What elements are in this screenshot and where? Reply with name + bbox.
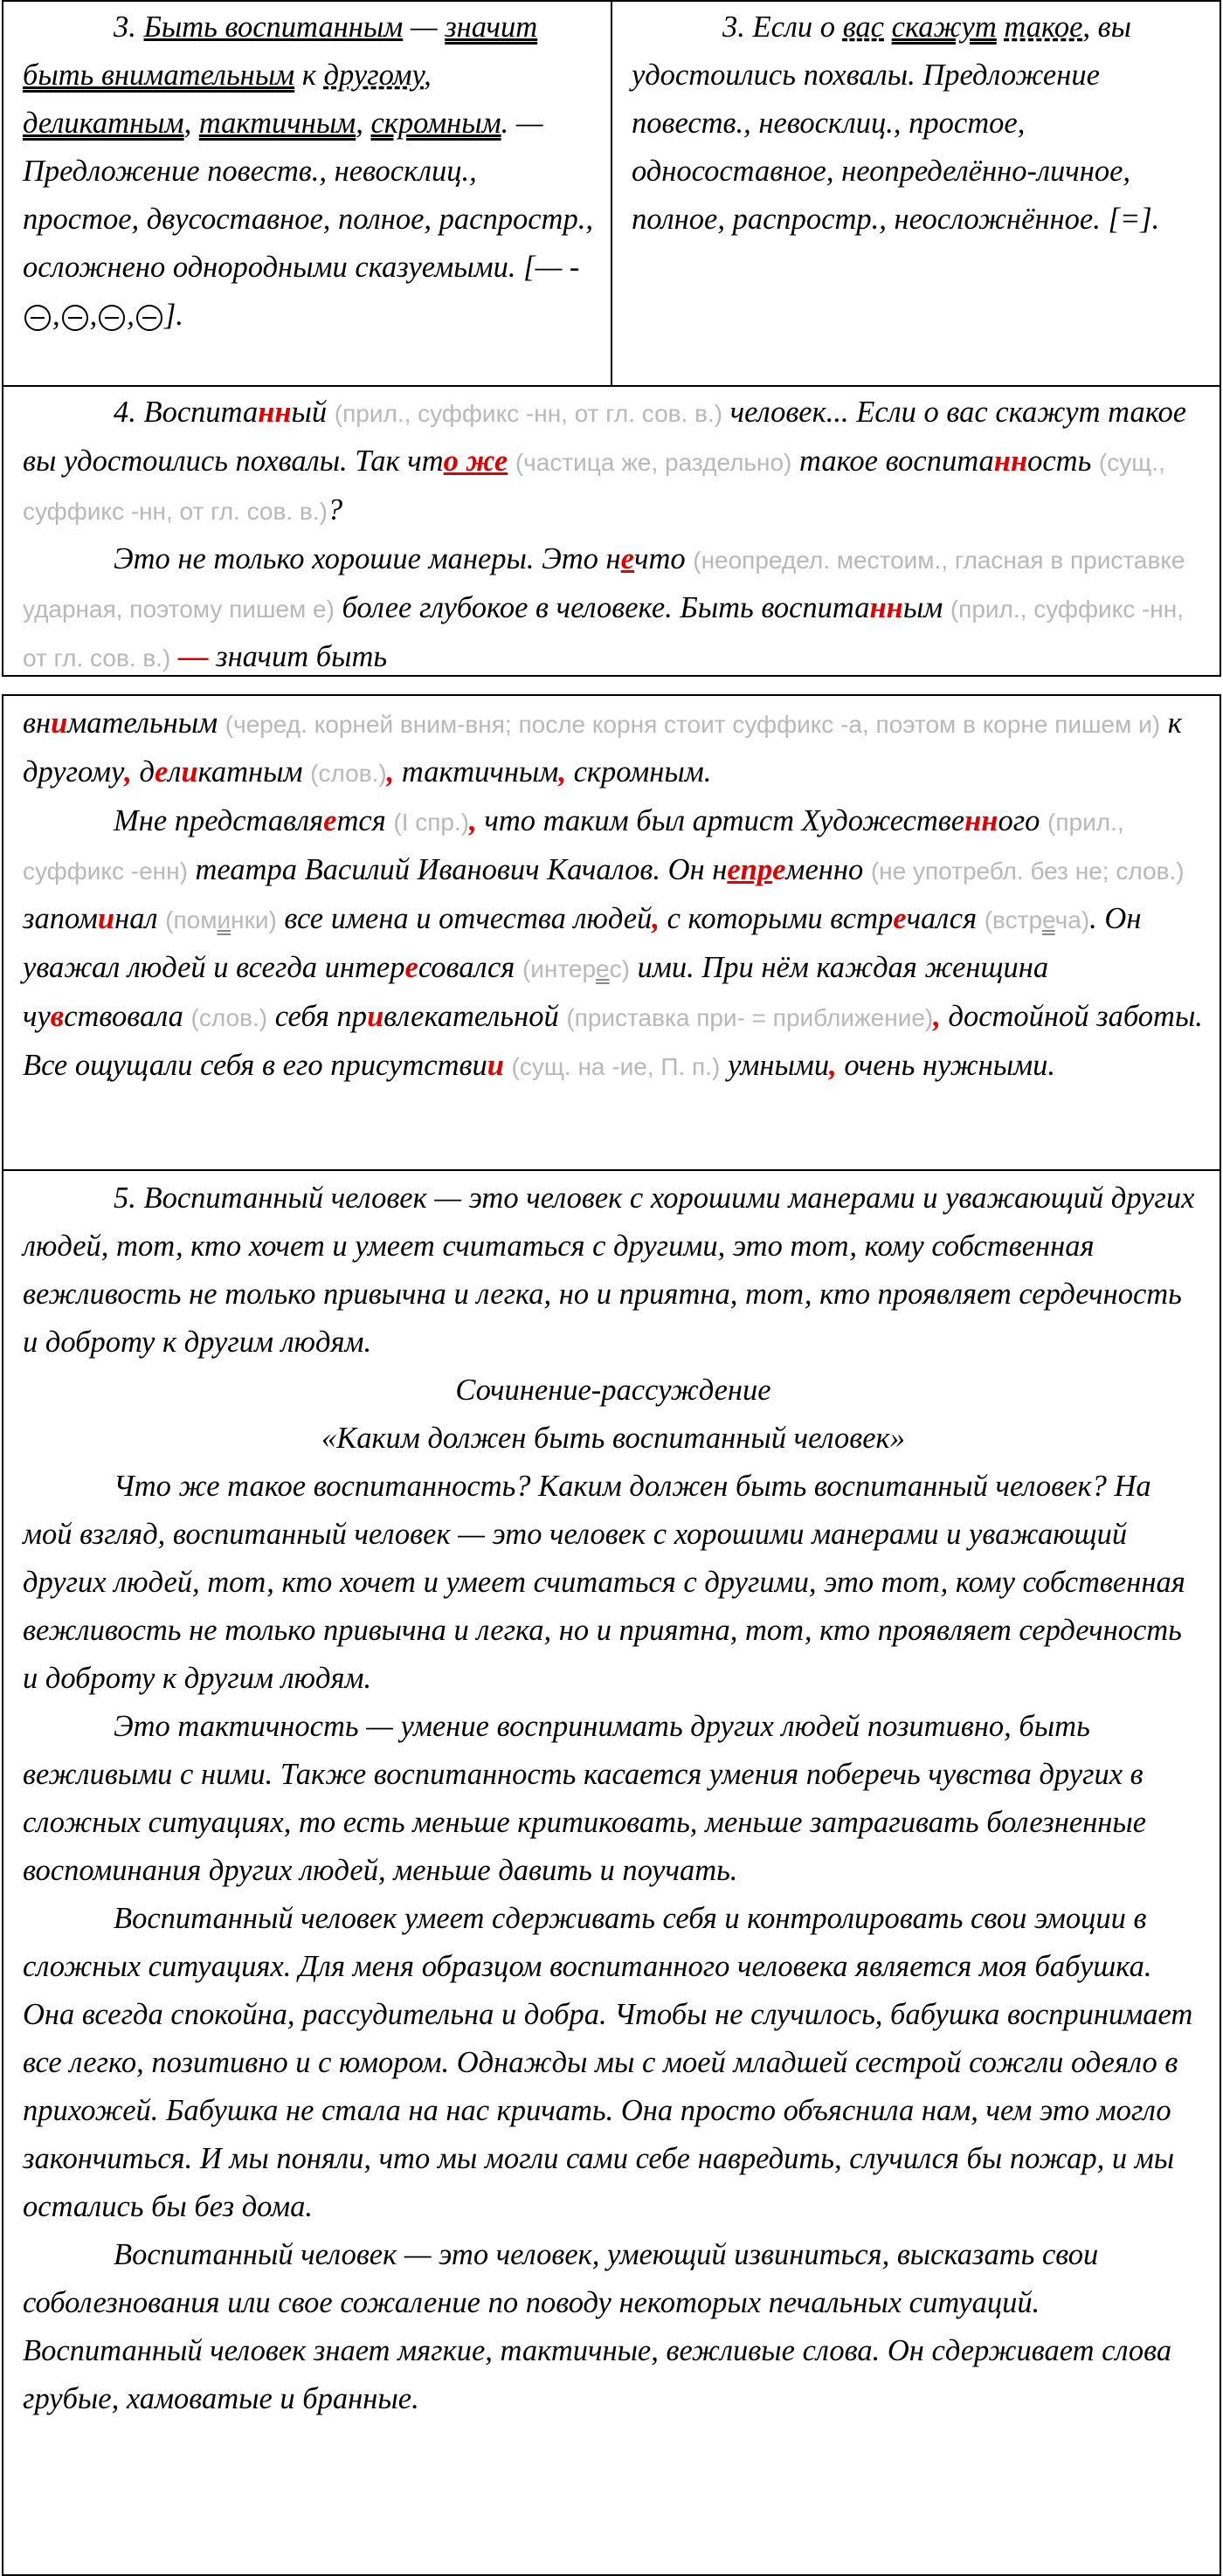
essay-paragraph: Что же такое воспитанность? Каким должен быть воспитанный человек? На мой взгляд, воспитанный человек — это человек с хорошими манерами и уважающий других людей, тот, кто хочет и умеет считаться с другими, это тот, кому собственная вежливость не только привычна и легка, но и приятна, тот, кто проявляет сердечность и доброту к другим людям. xyxy=(23,1470,1185,1695)
sentence-scheme: [— -, , , ]. xyxy=(23,251,579,332)
essay-paragraph: Воспитанный человек — это человек, умеющий извиниться, высказать свои соболезнования или свое сожаление по поводу некоторых печальных ситуаций. Воспитанный человек знает мягкие, тактичные, вежливые слова. Он сдерживает слова грубые, хамоватые и бранные. xyxy=(23,2238,1172,2415)
spelling-analysis-block-4-continued xyxy=(2,694,1221,1171)
analysis-table-row-3 xyxy=(2,0,1221,387)
right-cell-sentence-analysis xyxy=(612,2,1220,385)
essay-title: «Каким должен быть воспитанный человек» xyxy=(321,1422,905,1455)
essay-genre: Сочинение-рассуждение xyxy=(455,1374,771,1407)
right-cell-text: 3. Если о вас скажут такое, вы удостоились похвалы. Предложение повеств., невосклиц., простое, односоставное, неопределённо-личное, полное, распростр., неосложнённое. [=]. xyxy=(632,10,1160,236)
paragraph: 4. Воспитанный (прил., суффикс -нн, от гл. сов. в.) человек... Если о вас скажут такое вы удостоились похвалы. Так что же (частица же, раздельно) такое воспитанность (сущ., суффикс -нн, от гл. сов. в.)? xyxy=(23,396,1187,527)
left-cell-text: 3. Быть воспитанным — значит быть внимательным к другому, деликатным, тактичным, скромным. — Предложение повеств., невосклиц., простое, двусоставное, полное, распростр., осложнено однородными сказуемыми. [— -, , , ]. xyxy=(23,10,593,332)
spelling-analysis-block-4 xyxy=(2,385,1221,677)
paragraph: Мне представляется (I спр.), что таким был артист Художественного (прил., суффикс -енн) театра Василий Иванович Качалов. Он непременно (не употребл. без не; слов.) запоминал (поминки) все имена и отчества людей, с которыми встречался (встреча). Он уважал людей и всегда интересовался (интерес) ими. При нём каждая женщина чувствовала (слов.) себя привлекательной (приставка при- = приближение), достойной заботы. Все ощущали себя в его присутствии (сущ. на -ие, П. п.) умными, очень нужными. xyxy=(23,804,1203,1082)
homogeneous-predicate-circle-icon xyxy=(24,305,51,331)
essay-block-5 xyxy=(2,1169,1221,2576)
homogeneous-predicate-circle-icon xyxy=(99,305,125,331)
intro-paragraph: 5. Воспитанный человек — это человек с хорошими манерами и уважающий других людей, тот, кто хочет и умеет считаться с другими, это тот, кому собственная вежливость не только привычна и легка, но и приятна, тот, кто проявляет сердечность и доброту к другим людям. xyxy=(23,1181,1195,1359)
left-cell-sentence-analysis xyxy=(3,2,612,385)
homogeneous-predicate-circle-icon xyxy=(62,305,88,331)
paragraph: внимательным (черед. корней вним-вня; после корня стоит суффикс -а, поэтом в корне пишем и) к другому, деликатным (слов.), тактичным, скромным. xyxy=(23,706,1182,789)
homogeneous-predicate-circle-icon xyxy=(136,305,162,331)
essay-paragraph: Это тактичность — умение воспринимать других людей позитивно, быть вежливыми с ними. Также воспитанность касается умения поберечь чувства других в сложных ситуациях, то есть меньше критиковать, меньше затрагивать болезненные воспоминания других людей, меньше давить и поучать. xyxy=(23,1710,1147,1887)
paragraph: Это не только хорошие манеры. Это нечто (неопредел. местоим., гласная в приставке ударная, поэтому пишем е) более глубокое в человеке. Быть воспитанным (прил., суффикс -нн, от гл. сов. в.) — значит быть xyxy=(23,542,1185,673)
essay-paragraph: Воспитанный человек умеет сдерживать себя и контролировать свои эмоции в сложных ситуациях. Для меня образцом воспитанного человека является моя бабушка. Она всегда спокойна, рассудительна и добра. Чтобы не случилось, бабушка воспринимает все легко, позитивно и с юмором. Однажды мы с моей младшей сестрой сожгли одеяло в прихожей. Бабушка не стала на нас кричать. Она просто объяснила нам, чем это могло закончиться. И мы поняли, что мы могли сами себе навредить, случился бы пожар, и мы остались бы без дома. xyxy=(23,1902,1193,2223)
